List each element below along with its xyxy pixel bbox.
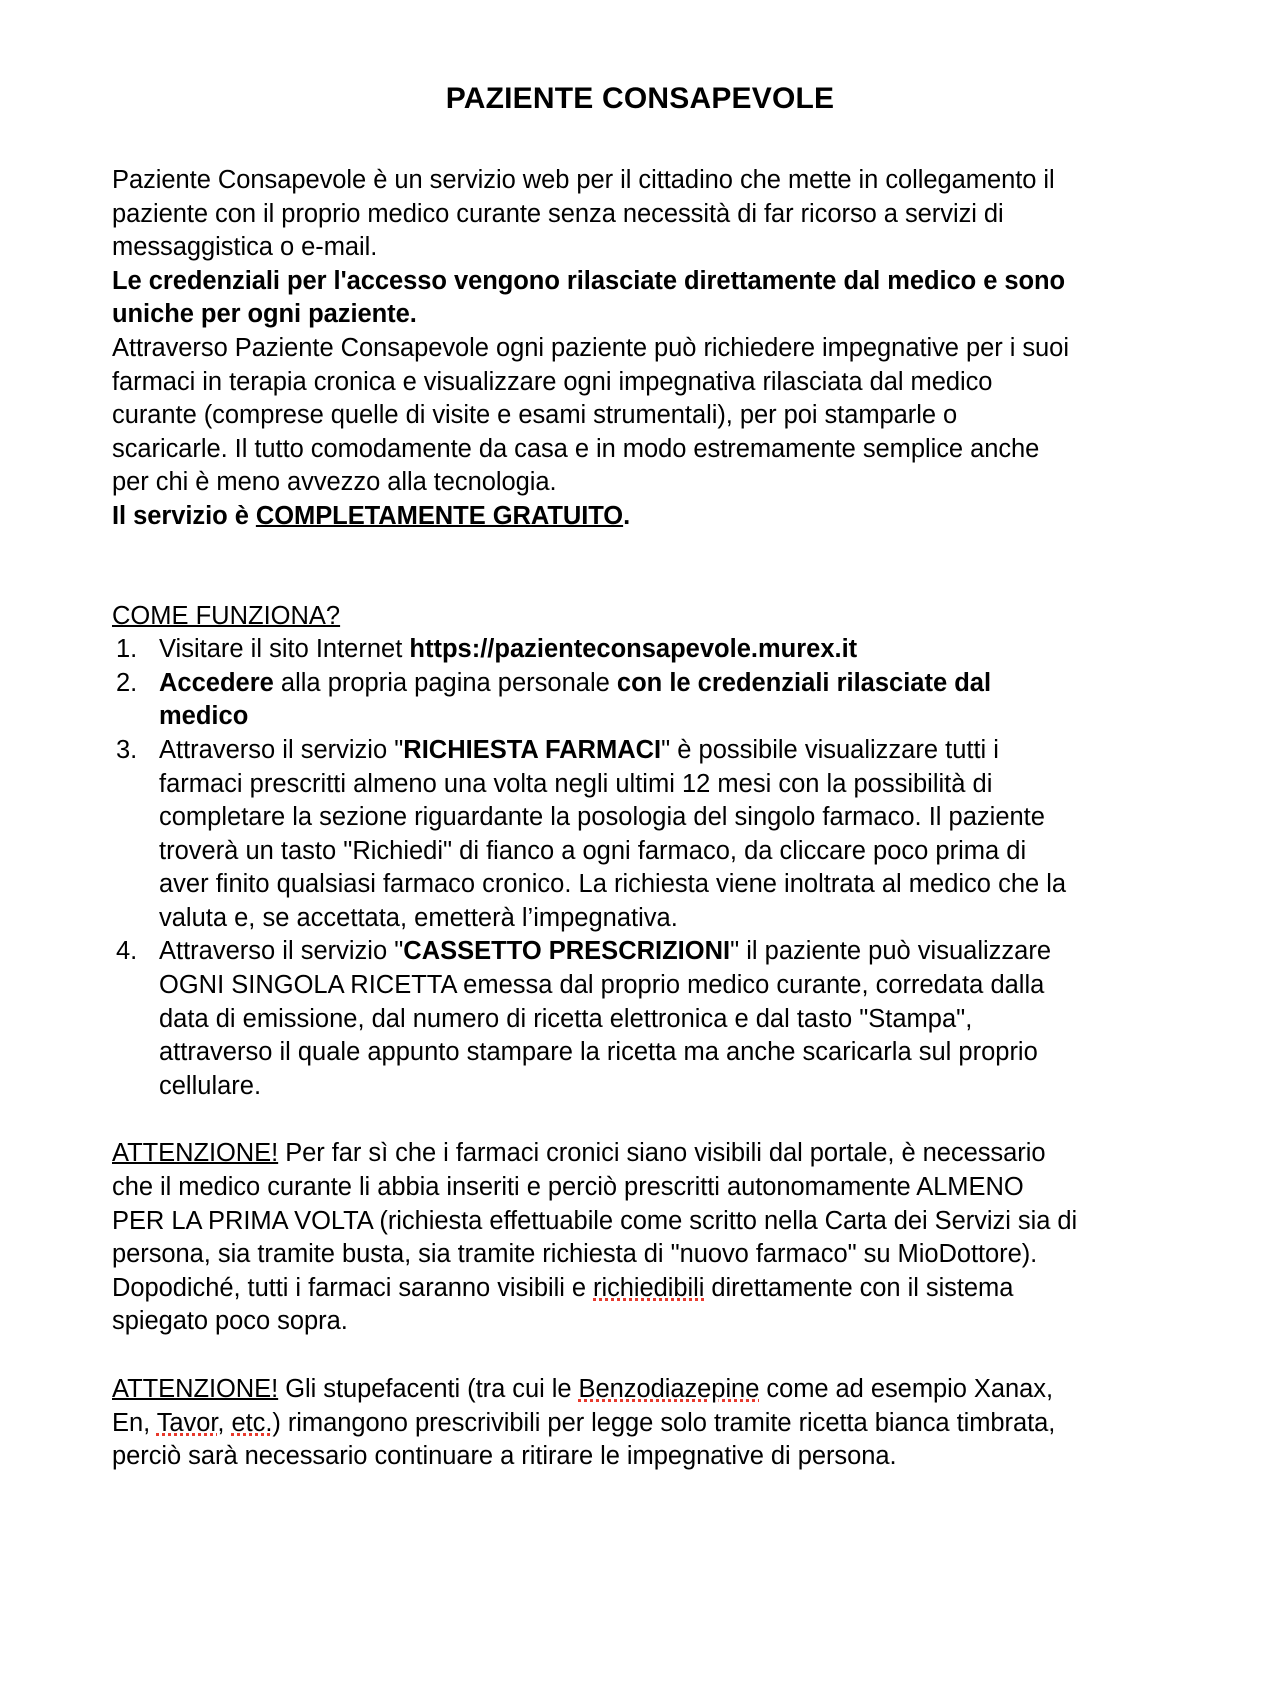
intro-paragraph-3: Attraverso Paziente Consapevole ogni paziente può richiedere impegnative per i suoi farmaci in terapia cronica e visualizzare ogni impegnativa rilasciata dal medico curante (comprese quelle di visite e esami strumentali), per poi stamparle o scaricarle. Il tutto comodamente da casa e in modo estremamente semplice anche per chi è meno avvezzo alla tecnologia. [112,333,1069,497]
list-item [112,667,1078,734]
text-run: Gli stupefacenti (tra cui le [278,1375,579,1403]
notice-paragraph-1 [112,1137,1078,1271]
how-it-works-heading-wrap [112,600,1078,634]
notice-paragraph-1-followup [112,1272,1078,1339]
list-item-text [159,669,991,731]
text-run: Attraverso il servizio " [159,937,404,966]
notice-paragraph-2 [112,1373,1078,1474]
list-item-number: 4. [116,937,138,966]
list-item [112,633,1078,667]
text-run: Attraverso il servizio " [159,735,404,764]
text-run-bold: RICHIESTA FARMACI [403,735,662,764]
text-run-bold: CASSETTO PRESCRIZIONI [403,937,731,966]
list-item-text [159,635,857,663]
intro-paragraph-4-free-service [112,500,1078,534]
text-run: " il paziente può visualizzare OGNI SINGOLA RICETTA emessa dal proprio medico curante, corredata dalla data di emissione, dal numero di ricetta elettronica e dal tasto "Stampa", attraverso il quale appunto stampare la ricetta ma anche scaricarla sul proprio cellulare. [159,937,1052,1100]
notice-label: ATTENZIONE! [112,1139,279,1168]
spellcheck-word: richiedibili [593,1273,705,1302]
text-run: come ad esempio Xanax, En, [112,1375,1054,1437]
notice-body: Per far sì che i farmaci cronici siano visibili dal portale, è necessario che il medico curante li abbia inseriti e perciò prescritti autonomamente ALMENO PER LA PRIMA VOLTA (richiesta effettuabile come scritto nella Carta dei Servizi sia di persona, sia tramite busta, sia tramite richiesta di "nuovo farmaco" su MioDottore). [112,1139,1078,1269]
free-service-lead: Il servizio è [112,501,256,530]
list-item [112,734,1078,936]
text-run: , [217,1408,232,1437]
list-item [112,935,1078,1103]
text-run: direttamente con il sistema spiegato poco sopra. [112,1273,1014,1336]
text-run: " è possibile visualizzare tutti i farmaci prescritti almeno una volta negli ultimi 12 mesi con la possibilità di completare la sezione riguardante la posologia del singolo farmaco. Il paziente troverà un tasto "Richiedi" di fianco a ogni farmaco, da cliccare poco prima di aver finito qualsiasi farmaco cronico. La richiesta viene inoltrata al medico che la valuta e, se accettata, emetterà l’impegnativa. [159,735,1067,932]
text-run-bold: Accedere [159,668,274,697]
text-run: alla propria pagina personale [273,668,617,697]
list-item-number: 3. [116,735,138,764]
list-item-number: 2. [116,668,138,697]
text-run: Visitare il sito Internet [159,635,410,664]
text-run: ) rimangono prescrivibili per legge solo tramite ricetta bianca timbrata, perciò sarà necessario continuare a ritirare le impegnative di persona. [112,1408,1056,1471]
free-service-tail: . [623,501,631,530]
section-spacer [112,1339,1078,1373]
how-it-works-heading: COME FUNZIONA? [112,601,341,630]
spellcheck-word: Benzodiazepine [578,1375,760,1403]
free-service-emphasis: COMPLETAMENTE GRATUITO [255,501,624,530]
text-run-bold: con le credenziali rilasciate dal medico [159,668,992,731]
page-title: PAZIENTE CONSAPEVOLE [445,82,835,115]
intro-paragraph-2-bold: Le credenziali per l'accesso vengono rilasciate direttamente dal medico e sono uniche per ogni paziente. [112,266,1066,329]
notice-label: ATTENZIONE! [112,1375,279,1403]
spellcheck-word: etc. [231,1408,273,1437]
section-spacer [112,1103,1078,1137]
text-run-bold: https://pazienteconsapevole.murex.it [409,635,858,664]
list-item-text [159,937,1051,1099]
intro-paragraph-1: Paziente Consapevole è un servizio web per il cittadino che mette in collegamento il paziente con il proprio medico curante senza necessità di far ricorso a servizi di messaggistica o e-mail. [112,166,1055,262]
list-item-text [159,736,1066,932]
spellcheck-word: Tavor [156,1408,218,1437]
how-it-works-list [112,633,1078,1103]
list-item-number: 1. [116,635,138,664]
section-spacer [112,534,1078,600]
text-run: Dopodiché, tutti i farmaci saranno visibili e [112,1273,594,1302]
